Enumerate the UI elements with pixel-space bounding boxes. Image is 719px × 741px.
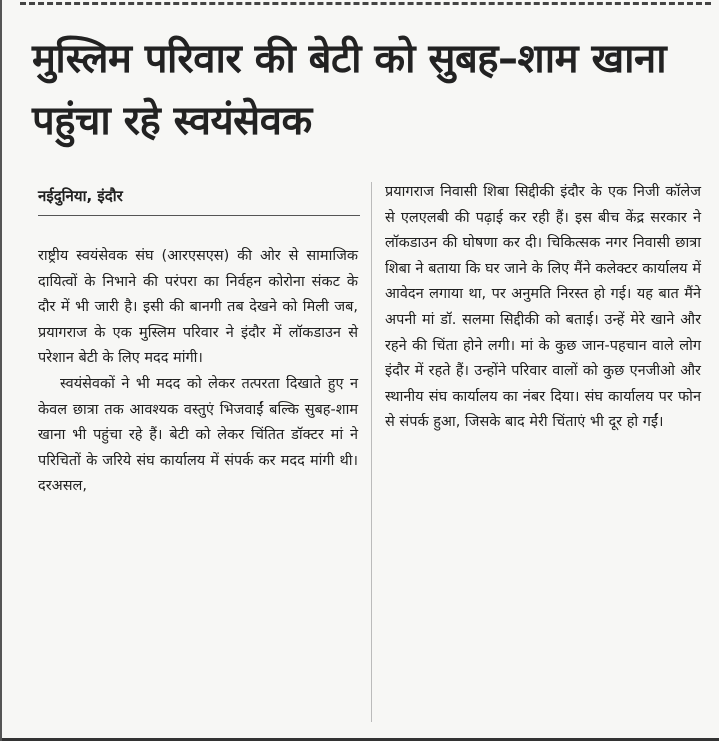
left-column (38, 244, 358, 500)
right-column (385, 180, 701, 436)
headline: मुस्लिम परिवार की बेटी को सुबह–शाम खाना पहुंचा रहे स्वयंसेवक (32, 36, 667, 144)
top-dashed-rule (20, 2, 711, 5)
left-paragraph-1: राष्ट्रीय स्वयंसेवक संघ (आरएसएस) की ओर से सामाजिक दायित्वों के निभाने की परंपरा का निर्वहन कोरोना संकट के दौर में भी जारी है। इसी की बानगी तब देखने को मिली जब, प्रयागराज के एक मुस्लिम परिवार ने इंदौर में लॉकडाउन से परेशान बेटी के लिए मदद मांगी। (38, 248, 358, 367)
byline: नईदुनिया, इंदौर (38, 187, 123, 205)
byline-rule (38, 215, 360, 216)
right-paragraph-1: प्रयागराज निवासी शिबा सिद्दीकी इंदौर के एक निजी कॉलेज से एलएलबी की पढ़ाई कर रही हैं। इस बीच केंद्र सरकार ने लॉकडाउन की घोषणा कर दी। चिकित्सक नगर निवासी छात्रा शिबा ने बताया कि घर जाने के लिए मैंने कलेक्टर कार्यालय में आवेदन लगाया था, पर अनुमति निरस्त हो गई। यह बात मैंने अपनी मां डॉ. सलमा सिद्दीकी को बताई। उन्हें मेरे खाने और रहने की चिंता होने लगी। मां के कुछ जान-पहचान वाले लोग इंदौर में रहते हैं। उन्होंने परिवार वालों को कुछ एनजीओ और स्थानीय संघ कार्यालय का नंबर दिया। संघ कार्यालय पर फोन से संपर्क हुआ, जिसके बाद मेरी चिंताएं भी दूर हो गईं। (385, 184, 701, 431)
column-divider (371, 182, 372, 722)
left-paragraph-2: स्वयंसेवकों ने भी मदद को लेकर तत्परता दिखाते हुए न केवल छात्रा तक आवश्यक वस्तुएं भिजवाईं बल्कि सुबह-शाम खाना भी पहुंचा रहे हैं। बेटी को लेकर चिंतित डॉक्टर मां ने परिचितों के जरिये संघ कार्यालय में संपर्क कर मदद मांगी थी। दरअसल, (38, 375, 358, 495)
